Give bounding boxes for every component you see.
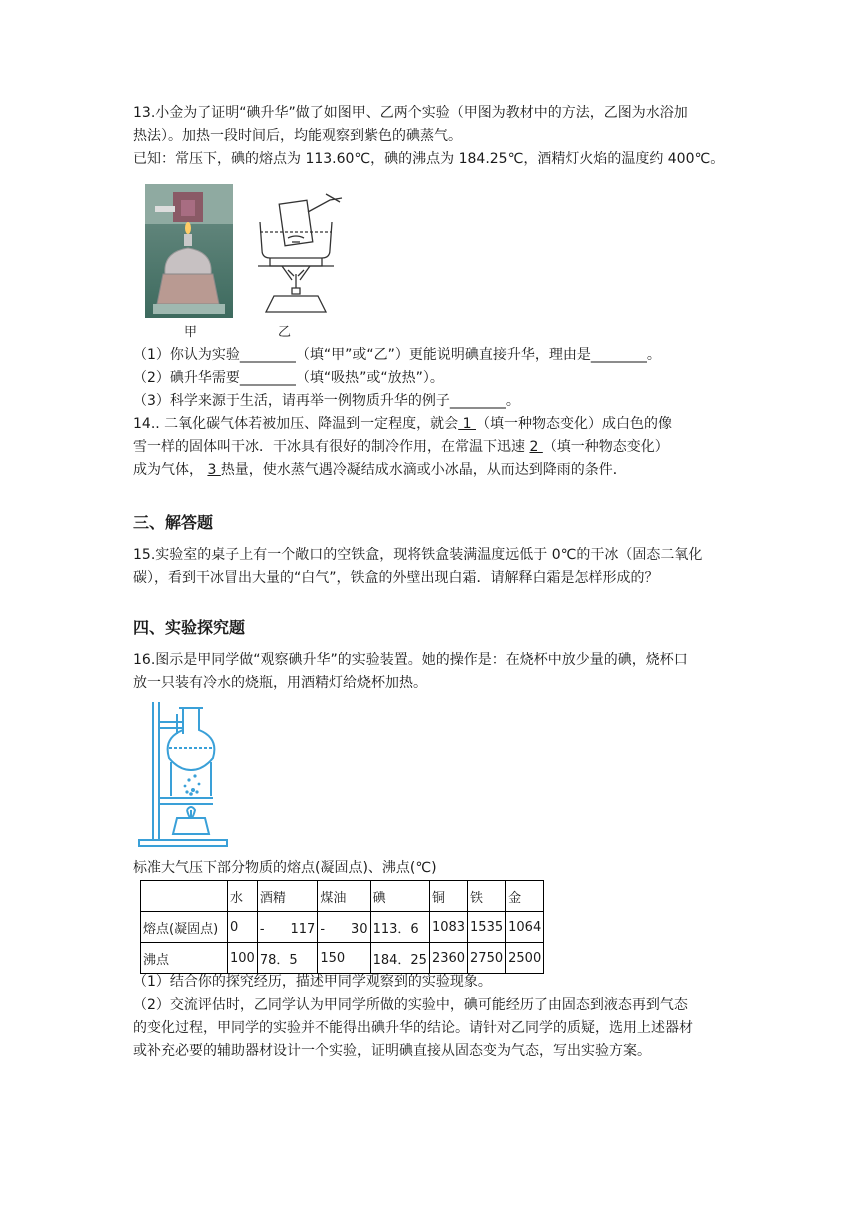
figure-yi-caption: 乙 (278, 325, 292, 340)
q13-sub3: （3）科学来源于生活，请再举一例物质升华的例子________。 (133, 393, 520, 409)
q13-sub1: （1）你认为实验________（填“甲”或“乙”）更能说明碘直接升华，理由是________。 (133, 347, 661, 363)
table-cell: 184．25 (370, 943, 429, 974)
q14-blank-2: 2 (529, 439, 543, 455)
melting-boiling-point-table (140, 880, 544, 974)
q14-text-1b: （填一种物态变化）成白色的像 (475, 416, 672, 432)
q16-sub2-line2: 的变化过程，甲同学的实验并不能得出碘升华的结论。请针对乙同学的质疑，选用上述器材 (133, 1020, 693, 1036)
table-cell: 1064 (506, 912, 544, 943)
q16-line2: 放一只装有冷水的烧瓶，用酒精灯给烧杯加热。 (133, 675, 427, 691)
q13-line3: 已知：常压下，碘的熔点为 113.60℃，碘的沸点为 184.25℃，酒精灯火焰的温度约 400℃。 (133, 151, 725, 167)
q14-text-3b: 热量，使水蒸气遇冷凝结成水滴或小冰晶，从而达到降雨的条件． (220, 462, 627, 478)
table-cell: 113．6 (370, 912, 429, 943)
table-cell: 150 (318, 943, 370, 974)
table-cell: 2360 (429, 943, 467, 974)
q14-blank-1: 1 (458, 416, 476, 432)
table-header-cell: 铜 (429, 881, 467, 912)
table-row (141, 912, 544, 943)
table-cell: 78．5 (257, 943, 318, 974)
table-cell: 1535 (468, 912, 506, 943)
table-header-cell: 铁 (468, 881, 506, 912)
q16-table-title: 标准大气压下部分物质的熔点(凝固点)、沸点(℃) (133, 860, 437, 876)
table-header-cell: 煤油 (318, 881, 370, 912)
table-cell: 100 (228, 943, 258, 974)
figure-jia-caption: 甲 (184, 325, 198, 340)
section-title-experiment: 四、实验探究题 (133, 618, 246, 637)
table-header-cell: 金 (506, 881, 544, 912)
q14-text-2a: 雪一样的固体叫干冰．干冰具有很好的制冷作用，在常温下迅速 (133, 439, 530, 455)
figure-yi-diagram (252, 188, 348, 316)
q16-sub2-line1: （2）交流评估时，乙同学认为甲同学所做的实验中，碘可能经历了由固态到液态再到气态 (133, 997, 688, 1013)
q14-text-2b: （填一种物态变化） (542, 439, 669, 455)
table-header-cell: 水 (228, 881, 258, 912)
q15-line2: 碳），看到干冰冒出大量的“白气”，铁盒的外壁出现白霜．请解释白霜是怎样形成的？ (133, 570, 659, 586)
table-cell: 沸点 (141, 943, 228, 974)
q14-line2 (133, 436, 733, 459)
q14-line1 (133, 413, 733, 436)
table-cell: 熔点(凝固点) (141, 912, 228, 943)
q16-sub1: （1）结合你的探究经历，描述甲同学观察到的实验现象。 (133, 974, 492, 990)
table-cell: - 30 (318, 912, 370, 943)
table-cell: - 117 (257, 912, 318, 943)
q13-line2: 热法）。加热一段时间后，均能观察到紫色的碘蒸气。 (133, 128, 462, 144)
q14-blank-3: 3 (207, 462, 221, 478)
figure-sublimation-apparatus (133, 700, 233, 850)
table-cell: 2750 (468, 943, 506, 974)
table-cell: 2500 (506, 943, 544, 974)
table-row (141, 943, 544, 974)
table-header-row (141, 881, 544, 912)
q16-sub2-line3: 或补充必要的辅助器材设计一个实验，证明碘直接从固态变为气态，写出实验方案。 (133, 1043, 651, 1059)
q14-text-3a: 成为气体， (133, 462, 208, 478)
table-header-cell: 酒精 (257, 881, 318, 912)
q13-sub2: （2）碘升华需要________（填“吸热”或“放热”）。 (133, 370, 444, 386)
figure-jia-photo (145, 184, 233, 318)
table-header-cell: 碘 (370, 881, 429, 912)
q13-line1: 13.小金为了证明“碘升华”做了如图甲、乙两个实验（甲图为教材中的方法，乙图为水浴加 (133, 105, 688, 121)
section-title-answer: 三、解答题 (133, 513, 214, 532)
q16-line1: 16.图示是甲同学做“观察碘升华”的实验装置。她的操作是：在烧杯中放少量的碘，烧杯口 (133, 652, 688, 668)
q14-line3 (133, 459, 733, 482)
table-header-cell (141, 881, 228, 912)
q15-line1: 15.实验室的桌子上有一个敞口的空铁盒，现将铁盒装满温度远低于 0℃的干冰（固态二氧化 (133, 547, 703, 563)
q14-text-1a: 14.. 二氧化碳气体若被加压、降温到一定程度，就会 (133, 416, 459, 432)
table-cell: 1083 (429, 912, 467, 943)
table-cell: 0 (228, 912, 258, 943)
